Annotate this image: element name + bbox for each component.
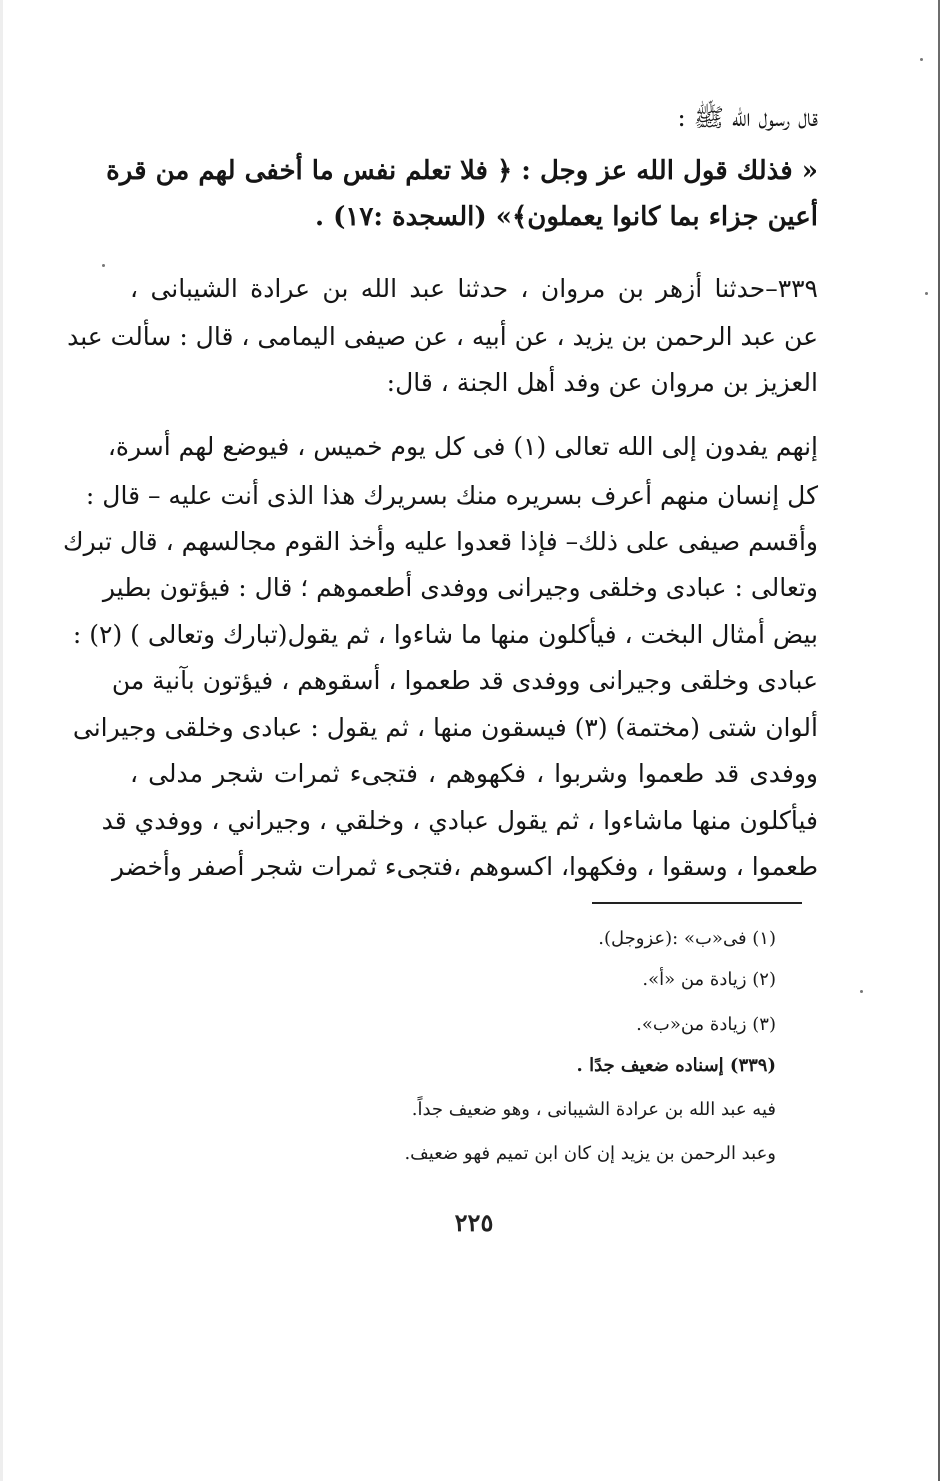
body-line: طعموا ، وسقوا ، وفكهوا، اكسوهم ،فتجىء ثمرات شجر أصفر وأخضر — [112, 852, 818, 881]
footnote-1: (١) فى«ب» :(عزوجل). — [598, 928, 776, 949]
body-line: وتعالى : عبادى وخلقى وجيرانى ووفدى أطعموهم ؛ قال : فيؤتون بطير — [102, 573, 818, 602]
body-line: ووفدى قد طعموا وشربوا ، فكهوهم ، فتجىء ثمرات شجر مدلى ، — [130, 759, 818, 788]
body-line: ألوان شتى (مختمة) (٣) فيسقون منها ، ثم يقول : عبادى وخلقى وجيرانى — [72, 713, 818, 742]
footnote-separator — [592, 902, 802, 904]
page-right-edge — [938, 0, 940, 1481]
footnote-2: (٢) زيادة من «أ». — [642, 969, 776, 990]
body-line: بيض أمثال البخت ، فيأكلون منها ما شاءوا ، ثم يقول(تبارك وتعالى ) (٢) : — [72, 620, 818, 649]
body-line: عبادى وخلقى وجيرانى ووفدى قد طعموا ، أسقوهم ، فيؤتون بآنية من — [111, 666, 818, 695]
body-line: وأقسم صيفى على ذلك– فإذا قعدوا عليه وأخذ القوم مجالسهم ، قال تبرك — [63, 527, 818, 556]
quote-line-2: أعين جزاء بما كانوا يعملون﴾» (السجدة :١٧) . — [315, 202, 818, 232]
scan-speck — [925, 292, 928, 295]
hadith-line-3: العزيز بن مروان عن وفد أهل الجنة ، قال: — [386, 368, 818, 397]
page-number: ٢٢٥ — [454, 1208, 494, 1237]
footnote-narrator-2: وعبد الرحمن بن يزيد إن كان ابن تميم فهو ضعيف. — [404, 1143, 776, 1164]
scan-speck — [920, 58, 923, 61]
footnote-3: (٣) زيادة من«ب». — [636, 1014, 776, 1035]
scan-speck — [102, 264, 105, 267]
footnote-grading: (٣٣٩) إسناده ضعيف جدًا . — [576, 1055, 776, 1076]
hadith-line-2: عن عبد الرحمن بن يزيد ، عن أبيه ، عن صيفى اليمامى ، قال : سألت عبد — [67, 322, 818, 351]
body-line: إنهم يفدون إلى الله تعالى (١) فى كل يوم خميس ، فيوضع لهم أسرة، — [107, 432, 818, 461]
header-line: قال رسول الله ﷺ : — [677, 103, 818, 132]
body-line: كل إنسان منهم أعرف بسريره منك بسريرك هذا الذى أنت عليه – قال : — [85, 481, 818, 510]
footnote-narrator-1: فيه عبد الله بن عرادة الشيبانى ، وهو ضعيف جداً. — [411, 1099, 776, 1120]
page-left-edge — [0, 0, 3, 1481]
quote-line-1: « فذلك قول الله عز وجل : ﴿ فلا تعلم نفس ما أخفى لهم من قرة — [106, 156, 818, 186]
body-line: فيأكلون منها ماشاءوا ، ثم يقول عبادي ، وخلقي ، وجيراني ، ووفدي قد — [101, 806, 818, 835]
hadith-line-1: ٣٣٩–حدثنا أزهر بن مروان ، حدثنا عبد الله بن عرادة الشيبانى ، — [130, 274, 818, 303]
scan-speck — [860, 990, 863, 993]
